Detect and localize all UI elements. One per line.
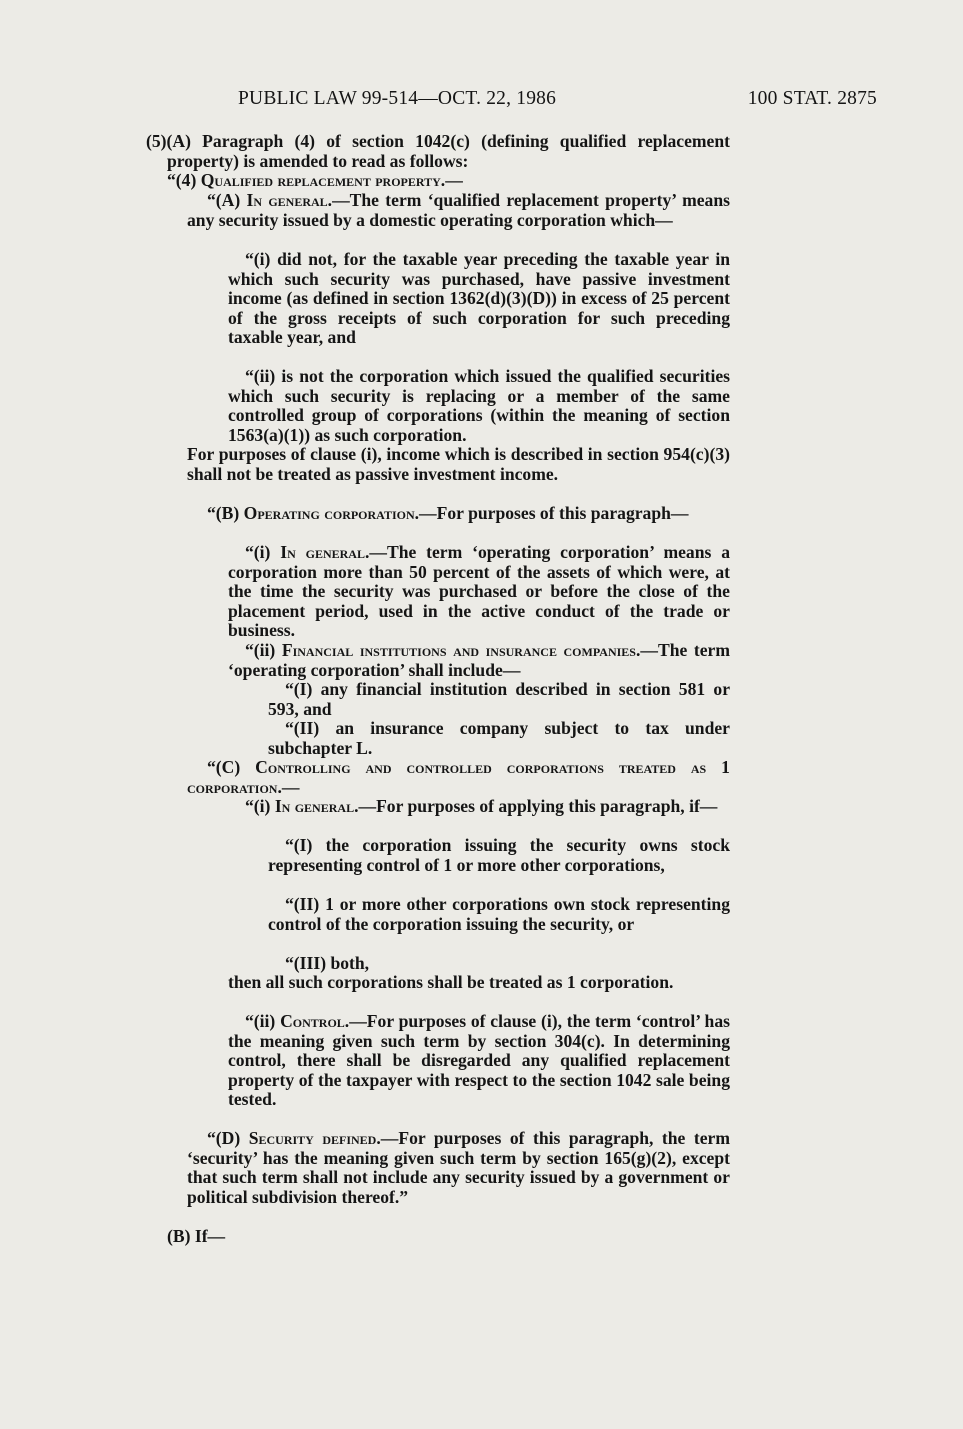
clause-b-ii-number: “(ii) [245,640,282,660]
clause-a-ii [228,367,730,445]
paragraph-4-title: Qualified replacement property. [200,170,446,190]
subparagraph-b [187,504,730,524]
subclause-b-ii-i [268,680,730,719]
subclause-c-i-iii-text: “(III) both, [285,953,370,973]
clause-b-i-number: “(i) [245,542,281,562]
subparagraph-a-title: In general. [246,190,333,210]
subparagraph-c-number: “(C) [207,757,256,777]
clause-c-i-text: —For purposes of applying this paragraph, if— [358,796,718,816]
clause-a-ii-text: “(ii) is not the corporation which issued the qualified securities which such security is replacing or a member of the same controlled group of corporations (within the meaning of section 1563(a)(1)) as such corporation. [228,366,730,445]
clause-a-i-text: “(i) did not, for the taxable year preceding the taxable year in which such security was purchased, have passive investment income (as defined in section 1362(d)(3)(D)) in excess of 25 percent of the gross receipts of such corporation for such preceding taxable year, and [228,249,730,348]
subparagraph-c-title: Controlling and controlled corporations treated as 1 corporation. [187,757,730,797]
paragraph-4-number: “(4) [167,170,201,190]
subparagraph-a [187,191,730,230]
clause-c-ii-text: —For purposes of clause (i), the term ‘control’ has the meaning given such term by section 304(c). In determining control, there shall be disregarded any qualified replacement property of the taxpayer with respect to the section 1042 sale being tested. [228,1011,730,1110]
subparagraph-b-number: “(B) [207,503,244,523]
subparagraph-c [187,758,730,797]
paragraph-4-dash: — [445,170,463,190]
clause-i-note [187,445,730,484]
clause-b-ii [228,641,730,680]
clause-b-i-title: In general. [280,542,370,562]
subparagraph-d [187,1129,730,1207]
clause-c-i-conclusion-text: then all such corporations shall be treated as 1 corporation. [228,972,674,992]
clause-b-ii-title: Financial institutions and insurance companies. [281,640,641,660]
clause-c-i [228,797,730,817]
paragraph-5b [167,1227,730,1247]
subclause-b-ii-ii-text: “(II) an insurance company subject to tax under subchapter L. [268,718,730,758]
subclause-b-ii-ii [268,719,730,758]
clause-i-note-text: For purposes of clause (i), income which is described in section 954(c)(3) shall not be treated as passive investment income. [187,444,730,484]
statute-text [0,132,963,1312]
clause-c-ii-number: “(ii) [245,1011,281,1031]
paragraph-4-heading [167,171,730,191]
subparagraph-a-text: —The term ‘qualified replacement property’ means any security issued by a domestic operating corporation which— [187,190,730,230]
subclause-c-i-i-text: “(I) the corporation issuing the security owns stock representing control of 1 or more other corporations, [268,835,730,875]
subparagraph-b-title: Operating corporation. [243,503,420,523]
clause-b-i [228,543,730,641]
clause-b-ii-text: —The term ‘operating corporation’ shall include— [228,640,730,680]
paragraph-5a-text: (5)(A) Paragraph (4) of section 1042(c) (defining qualified replacement property) is amended to read as follows: [146,131,730,171]
clause-c-ii [228,1012,730,1110]
clause-c-i-title: In general. [274,796,359,816]
clause-c-ii-title: Control. [280,1011,350,1031]
subparagraph-d-title: Security defined. [248,1128,381,1148]
paragraph-5a [146,131,730,171]
statute-page-number: 100 STAT. 2875 [747,88,877,109]
subparagraph-c-dash: — [281,776,300,797]
subclause-c-i-ii [268,895,730,934]
page-header [0,88,963,114]
subclause-b-ii-i-text: “(I) any financial institution described in section 581 or 593, and [268,679,730,719]
subclause-c-i-i [268,836,730,875]
subparagraph-d-text: —For purposes of this paragraph, the term ‘security’ has the meaning given such term by section 165(g)(2), except that such term shall not include any security issued by a government or political subdivision thereof.” [187,1128,730,1207]
clause-b-i-text: —The term ‘operating corporation’ means a corporation more than 50 percent of the assets of which were, at the time the security was purchased or before the close of the placement period, used in the active conduct of the trade or business. [228,542,730,641]
subclause-c-i-iii [285,954,730,974]
paragraph-5b-text: (B) If— [167,1226,226,1246]
subparagraph-a-number: “(A) [207,190,247,210]
clause-a-i [228,250,730,348]
clause-c-i-number: “(i) [245,796,275,816]
subparagraph-b-text: —For purposes of this paragraph— [419,503,689,523]
clause-c-i-conclusion [228,973,730,993]
public-law-citation: PUBLIC LAW 99-514—OCT. 22, 1986 [238,88,557,109]
subclause-c-i-ii-text: “(II) 1 or more other corporations own stock representing control of the corporation issuing the security, or [268,894,730,934]
subparagraph-d-number: “(D) [207,1128,249,1148]
